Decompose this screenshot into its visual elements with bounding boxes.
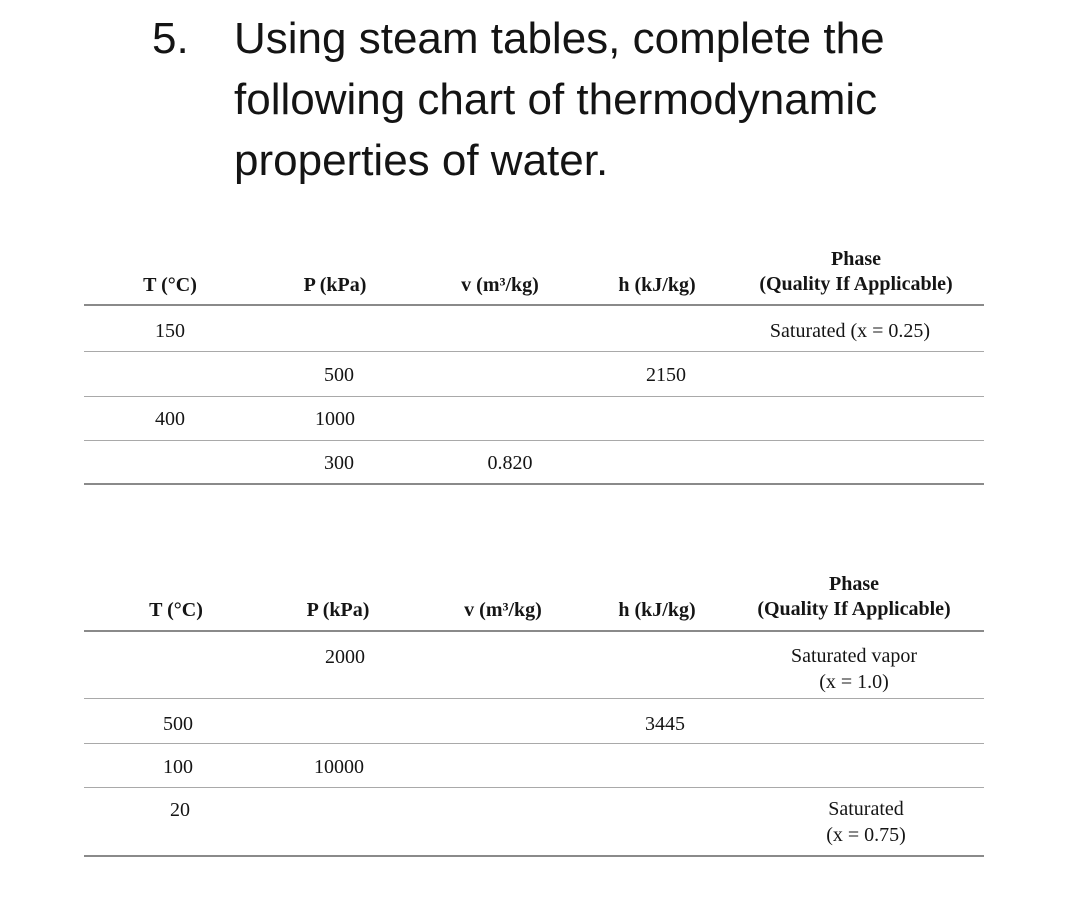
table-1-header-enthalpy: h (kJ/kg) <box>618 274 696 296</box>
question-number: 5. <box>152 14 189 63</box>
table-1-row-rule <box>84 396 984 397</box>
table-row: Saturated (x = 0.25) <box>769 320 931 342</box>
table-2-header-rule <box>84 630 984 632</box>
table-row <box>791 643 917 695</box>
table-2-row-rule <box>84 787 984 788</box>
table-row: 2150 <box>646 364 686 386</box>
table-row-phase-line-2: (x = 1.0) <box>819 671 889 693</box>
table-1-header-volume: v (m³/kg) <box>461 274 539 296</box>
table-row-phase-line-2: (x = 0.75) <box>826 824 906 846</box>
table-row: 0.820 <box>487 452 533 474</box>
table-2-header-quality: (Quality If Applicable) <box>757 598 951 620</box>
table-row-phase-line-1: Saturated vapor <box>790 645 918 667</box>
table-2-header-pressure: P (kPa) <box>306 599 370 621</box>
question-line-3: properties of water. <box>234 136 609 185</box>
table-1-header-temperature: T (°C) <box>143 274 197 296</box>
table-row: 20 <box>170 799 190 821</box>
table-1-header-rule <box>84 304 984 306</box>
question-line-2: following chart of thermodynamic <box>234 75 878 124</box>
table-1-header-quality: (Quality If Applicable) <box>759 273 953 295</box>
table-row-phase-line-1: Saturated <box>828 798 904 820</box>
table-1-header-phase: Phase <box>831 248 881 270</box>
table-2-header-temperature: T (°C) <box>149 599 203 621</box>
table-row: 400 <box>155 408 185 430</box>
table-row: 1000 <box>315 408 355 430</box>
table-row: 500 <box>324 364 354 386</box>
table-2-bottom-rule <box>84 855 984 857</box>
table-row: 300 <box>324 452 354 474</box>
table-row <box>826 796 906 848</box>
table-2-header-phase: Phase <box>829 573 879 595</box>
table-row: 3445 <box>645 713 685 735</box>
table-2-row-rule <box>84 698 984 699</box>
table-1-header-pressure: P (kPa) <box>303 274 367 296</box>
question-line-1: Using steam tables, complete the <box>234 14 885 63</box>
table-1-bottom-rule <box>84 483 984 485</box>
table-row: 2000 <box>325 646 365 668</box>
table-row: 150 <box>155 320 185 342</box>
table-1-row-rule <box>84 440 984 441</box>
table-2-row-rule <box>84 743 984 744</box>
table-row: 100 <box>163 756 193 778</box>
table-row: 10000 <box>314 756 364 778</box>
table-2-header-volume: v (m³/kg) <box>464 599 542 621</box>
table-2-header-enthalpy: h (kJ/kg) <box>618 599 696 621</box>
table-row: 500 <box>163 713 193 735</box>
table-1-row-rule <box>84 351 984 352</box>
